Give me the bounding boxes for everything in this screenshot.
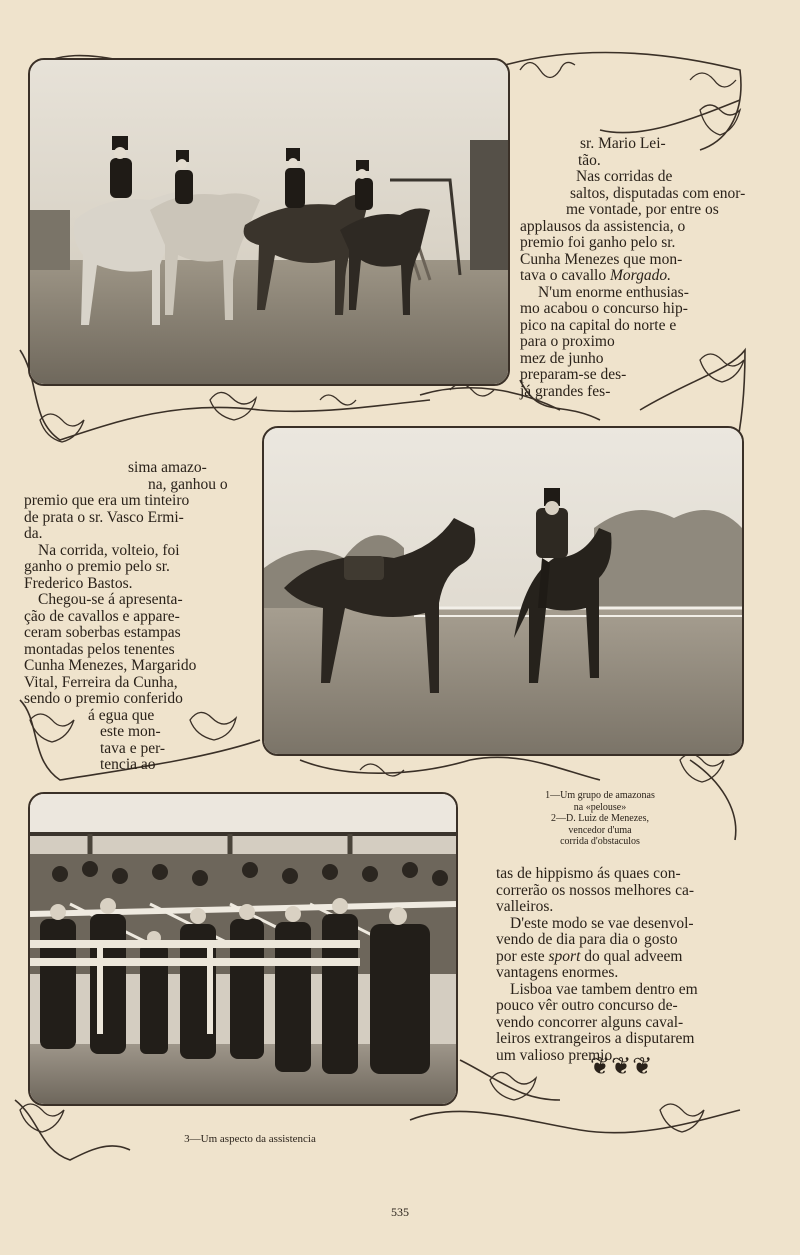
text-line: ção de cavallos e appare- [24, 607, 180, 625]
text-line: premio foi ganho pelo sr. [520, 234, 676, 251]
text-line: mo acabou o concurso hip- [520, 300, 688, 317]
text-line: ceram soberbas estampas [24, 624, 181, 641]
text-line: pico na capital do norte e [520, 316, 677, 334]
text-line: vendo concorrer alguns caval- [496, 1013, 684, 1031]
text-fragment: do qual adveem [580, 947, 683, 965]
text-line: este mon- [100, 723, 161, 740]
text-fragment: por este [496, 947, 549, 965]
text-line: sima amazo- [128, 459, 207, 476]
text-column-middle-left [24, 460, 254, 774]
text-line: D'este modo se vae desenvol- [510, 914, 694, 932]
text-line: mez de junho [520, 349, 604, 367]
text-column-bottom-right [496, 866, 742, 1064]
text-line: applausos da assistencia, o [520, 217, 686, 235]
text-line: vendo de dia para dia o gosto [496, 931, 678, 948]
text-line: tava e per- [100, 739, 166, 757]
page-number: 535 [391, 1205, 409, 1219]
text-line: sr. Mario Lei- [580, 135, 666, 152]
photo-amazonas-group [28, 58, 510, 386]
photo-assistencia [28, 792, 458, 1106]
text-column-top-right [520, 136, 748, 400]
horse-name: Morgado. [609, 267, 671, 284]
text-line [496, 949, 742, 966]
text-fragment: tava o cavallo [520, 267, 610, 284]
text-line: Vital, Ferreira da Cunha, [24, 673, 178, 691]
text-line: leiros extrangeiros a disputarem [496, 1030, 695, 1047]
text-line: da. [24, 525, 43, 542]
text-line: ganho o premio pelo sr. [24, 558, 170, 575]
text-line: montadas pelos tenentes [24, 640, 175, 658]
caption-photos-1-2 [500, 790, 700, 848]
text-line: pouco vêr outro concurso de- [496, 997, 678, 1014]
text-line: N'um enorme enthusias- [538, 283, 689, 301]
text-line: Chegou-se á apresenta- [38, 591, 183, 608]
text-line: correrão os nossos melhores ca- [496, 881, 694, 899]
text-line: preparam-se des- [520, 366, 627, 383]
text-line: Nas corridas de [576, 168, 673, 185]
text-line: Na corrida, volteio, foi [38, 541, 180, 559]
caption-2-line: vencedor d'uma [568, 824, 632, 836]
text-line: valleiros. [496, 898, 554, 915]
text-line: tencia ao [100, 756, 156, 773]
text-line [520, 268, 748, 285]
text-line: Frederico Bastos. [24, 574, 133, 592]
text-line: um valioso premio. [496, 1046, 617, 1064]
text-line: tas de hippismo ás quaes con- [496, 865, 681, 882]
text-line: sendo o premio conferido [24, 690, 183, 707]
caption-1-line: na «pelouse» [573, 801, 627, 813]
text-line: já grandes fes- [520, 382, 611, 400]
text-line: me vontade, por entre os [566, 201, 719, 218]
caption-2-line: 2—D. Luiz de Menezes, [550, 813, 650, 824]
text-fragment-italic: sport [548, 947, 581, 965]
text-line: na, ganhou o [148, 475, 228, 493]
text-line: á egua que [88, 706, 155, 724]
text-line: premio que era um tinteiro [24, 492, 190, 509]
text-line: Cunha Menezes que mon- [520, 250, 683, 268]
text-line: para o proximo [520, 333, 615, 350]
end-ornament: ❦❦❦ [590, 1054, 654, 1080]
caption-photo-3: 3—Um aspecto da assistencia [184, 1133, 316, 1145]
caption-1-line: 1—Um grupo de amazonas [545, 790, 655, 801]
photo-luiz-de-menezes [262, 426, 744, 756]
text-line: vantagens enormes. [496, 964, 619, 981]
text-line: Cunha Menezes, Margarido [24, 657, 197, 674]
text-line: de prata o sr. Vasco Ermi- [24, 508, 184, 526]
caption-2-line: corrida d'obstaculos [560, 836, 640, 847]
text-line: saltos, disputadas com enor- [570, 184, 746, 202]
text-line: tão. [578, 151, 601, 169]
text-line: Lisboa vae tambem dentro em [510, 980, 698, 998]
